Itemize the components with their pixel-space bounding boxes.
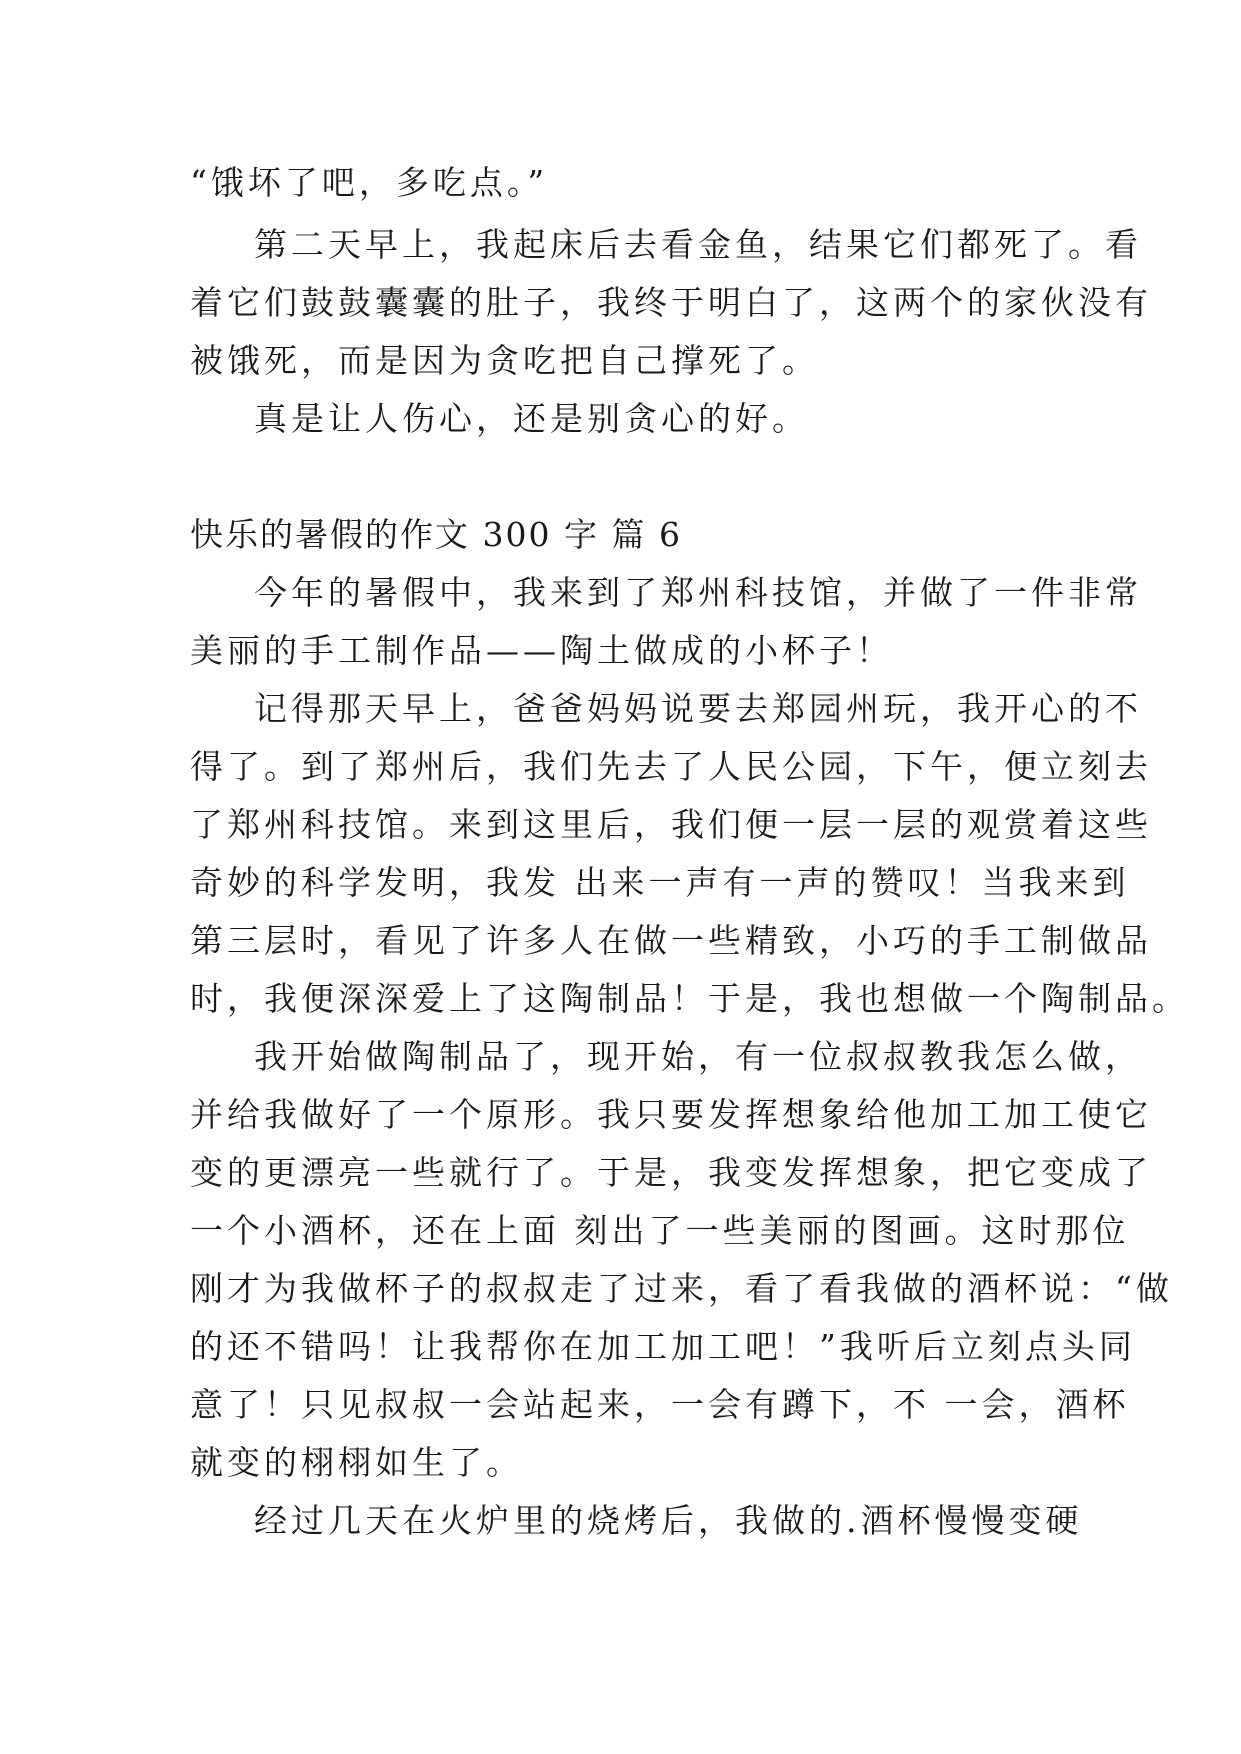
text-line: 并给我做好了一个原形。我只要发挥想象给他加工加工使它 xyxy=(190,1095,1152,1134)
text-line: 意了！只见叔叔一会站起来，一会有蹲下，不 一会，酒杯 xyxy=(190,1385,1130,1424)
section-heading: 快乐的暑假的作文 300 字 篇 6 xyxy=(190,515,682,554)
text-line: 第二天早上，我起床后去看金鱼，结果它们都死了。看 xyxy=(254,225,1142,264)
text-line: 今年的暑假中，我来到了郑州科技馆，并做了一件非常 xyxy=(254,573,1142,612)
text-line: 真是让人伤心，还是别贪心的好。 xyxy=(254,399,809,438)
text-line: 被饿死，而是因为贪吃把自己撑死了。 xyxy=(190,341,819,380)
text-line: “饿坏了吧，多吃点。” xyxy=(190,163,549,202)
text-line: 时，我便深深爱上了这陶制品！于是，我也想做一个陶制品。 xyxy=(190,979,1189,1018)
text-line: 一个小酒杯，还在上面 刻出了一些美丽的图画。这时那位 xyxy=(190,1211,1130,1250)
text-line: 的还不错吗！让我帮你在加工加工吧！”我听后立刻点头同 xyxy=(190,1327,1136,1366)
text-line: 记得那天早上，爸爸妈妈说要去郑园州玩，我开心的不 xyxy=(254,689,1142,728)
text-line: 经过几天在火炉里的烧烤后，我做的.酒杯慢慢变硬 xyxy=(254,1501,1083,1540)
text-line: 第三层时，看见了许多人在做一些精致，小巧的手工制做品 xyxy=(190,921,1152,960)
text-line: 我开始做陶制品了，现开始，有一位叔叔教我怎么做， xyxy=(254,1037,1142,1076)
text-line: 了郑州科技馆。来到这里后，我们便一层一层的观赏着这些 xyxy=(190,805,1152,844)
text-line: 就变的栩栩如生了。 xyxy=(190,1443,523,1482)
text-line: 美丽的手工制作品——陶土做成的小杯子！ xyxy=(190,631,893,670)
text-line: 奇妙的科学发明，我发 出来一声有一声的赞叹！当我来到 xyxy=(190,863,1130,902)
text-line: 着它们鼓鼓囊囊的肚子，我终于明白了，这两个的家伙没有 xyxy=(190,283,1152,322)
text-line: 变的更漂亮一些就行了。于是，我变发挥想象，把它变成了 xyxy=(190,1153,1152,1192)
text-line: 刚才为我做杯子的叔叔走了过来，看了看我做的酒杯说：“做 xyxy=(190,1269,1173,1308)
text-line: 得了。到了郑州后，我们先去了人民公园，下午，便立刻去 xyxy=(190,747,1152,786)
